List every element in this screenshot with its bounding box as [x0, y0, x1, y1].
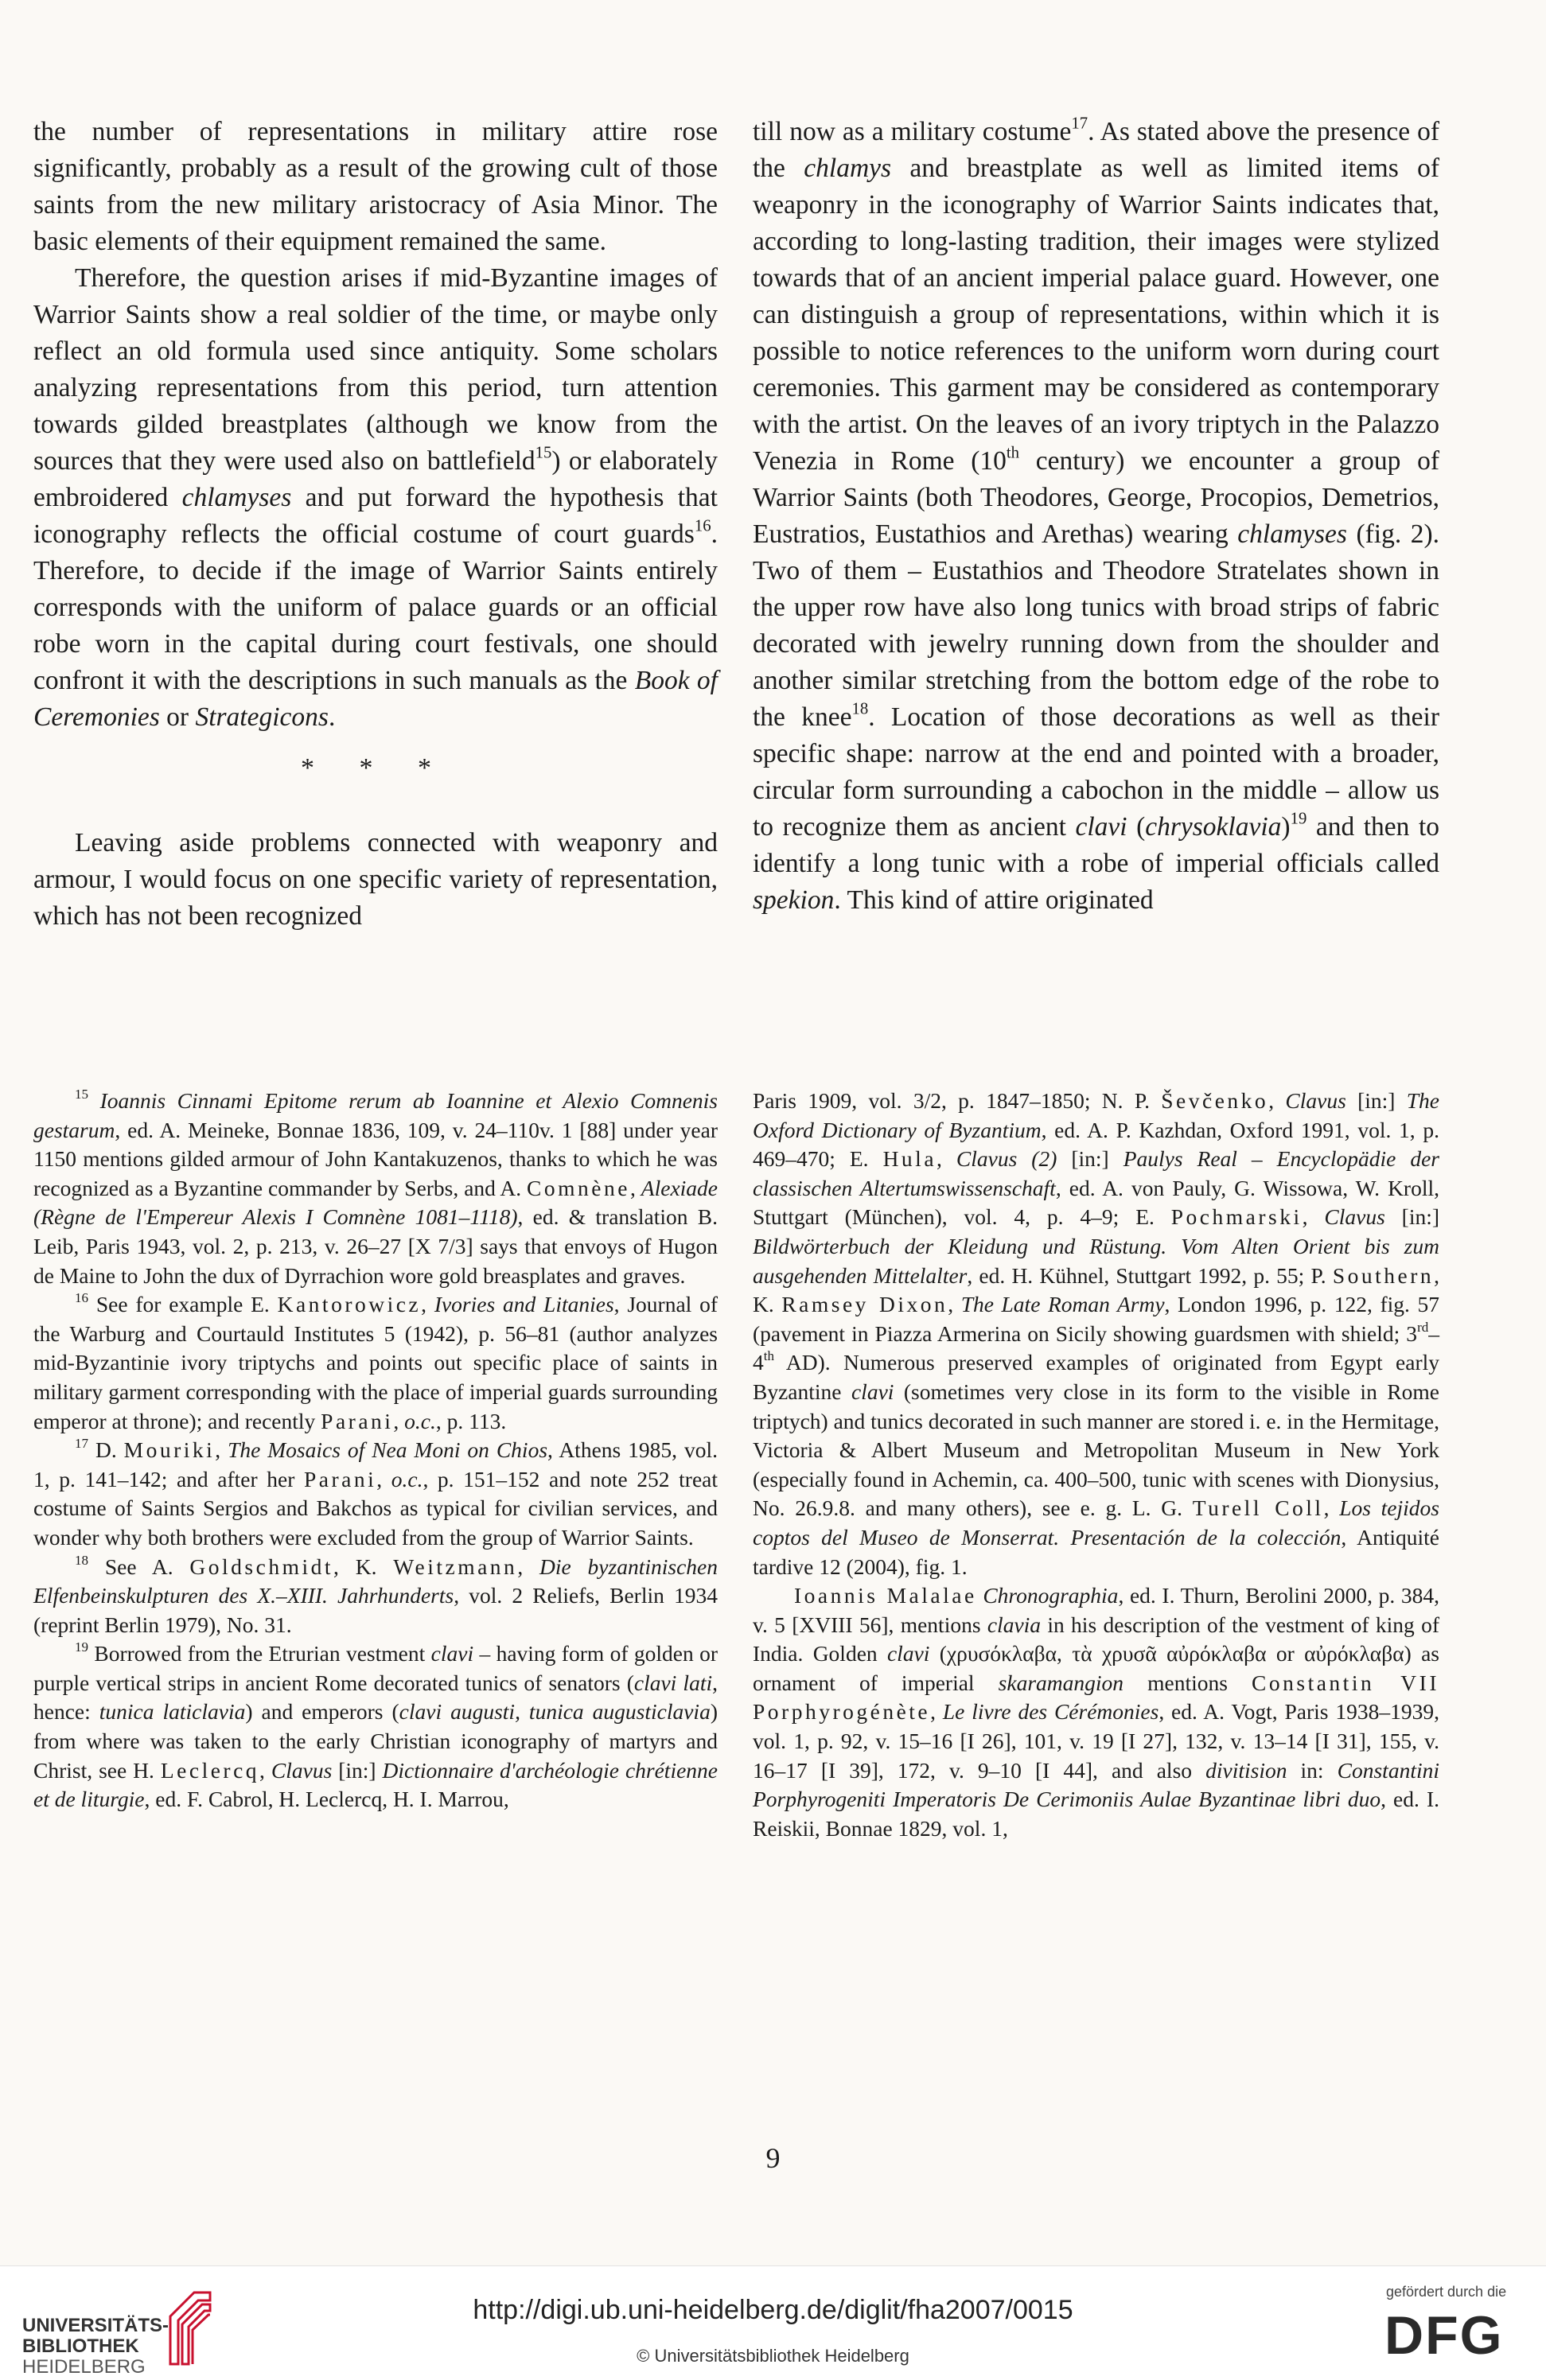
text-run: spekion: [753, 885, 835, 915]
text-run: ,: [629, 1175, 641, 1200]
footer-copyright: © Universitätsbibliothek Heidelberg: [637, 2346, 909, 2366]
note-reference: 15: [75, 1087, 89, 1102]
text-run: Bildwörterbuch der Kleidung und Rüstung. Vom Alten Orient bis zum ausgehenden Mittelalter: [753, 1233, 1439, 1288]
text-run: Los tejidos coptos del Museo de Monserrat. Presentación de la colección: [753, 1495, 1439, 1550]
text-run: Clavus: [271, 1757, 333, 1783]
text-run: ,: [215, 1437, 228, 1463]
text-run: Parani: [303, 1466, 377, 1491]
text-run: Hula: [882, 1146, 937, 1172]
note-reference: 19: [1290, 809, 1307, 828]
text-run: , ed. F. Cabrol, H. Leclercq, H. I. Marrou,: [144, 1787, 509, 1812]
text-run: the number of representations in military attire rose significantly, probably as a result of the growing cult of those saints from the new military aristocracy of Asia Minor. The basic elements of their equipment remained the same.: [33, 117, 718, 256]
text-run: ) and emperors (: [245, 1699, 399, 1725]
text-run: clavi: [886, 1641, 930, 1666]
text-run: chlamyses: [1237, 519, 1347, 549]
note-reference: 18: [851, 699, 869, 718]
text-run: , hence:: [33, 1670, 718, 1725]
footnote: [753, 1581, 1439, 1843]
text-run: . Location of those decorations as well as their specific shape: narrow at the end and pointed with a broader, circular form surrounding a cabochon in the middle – allow us to recognize them as ancient: [753, 702, 1439, 842]
text-run: Ramsey Dixon: [781, 1292, 948, 1317]
text-run: Clavus: [1324, 1204, 1385, 1230]
text-run: Paulys Real – Encyclopädie der classischen Altertumswissenschaft: [753, 1146, 1439, 1200]
text-run: Southern: [1332, 1262, 1435, 1288]
text-run: chlamyses: [181, 483, 292, 512]
text-run: chlamys: [804, 154, 892, 183]
text-run: Book of Ceremonies: [33, 666, 718, 732]
page-number: 9: [765, 2142, 781, 2174]
text-run: Parani: [321, 1408, 394, 1433]
text-run: Constantin VII Porphyrogénète: [753, 1670, 1439, 1725]
text-run: clavi lati: [633, 1670, 713, 1695]
footnote: [33, 1553, 718, 1640]
note-reference: rd: [1417, 1319, 1429, 1335]
text-run: divitision: [1205, 1757, 1287, 1783]
footnote: [33, 1436, 718, 1552]
text-run: ,: [1323, 1495, 1340, 1521]
text-run: Die byzantinischen Elfenbeinskulpturen des X.–XIII. Jahrhunderts: [33, 1554, 718, 1608]
text-run: , ed. H. Kühnel, Stuttgart 1992, p. 55; P.: [967, 1262, 1333, 1288]
text-run: Paris 1909, vol. 3/2, p. 1847–1850; N. P.: [753, 1088, 1162, 1113]
text-run: Constantini Porphyrogeniti Imperatoris De Cerimoniis Aulae Byzantinae libri duo: [753, 1757, 1439, 1812]
footnote: [33, 1639, 718, 1814]
text-run: chrysoklavia: [1145, 812, 1282, 842]
text-run: ,: [1268, 1088, 1286, 1113]
text-run: [in:]: [1345, 1088, 1407, 1113]
text-run: [in:]: [332, 1757, 383, 1783]
footnotes-column-left: [33, 1087, 718, 1814]
body-column-right: [753, 114, 1439, 919]
note-reference: 16: [75, 1290, 89, 1306]
text-run: in his description of the vestment of king of India. Golden: [753, 1612, 1439, 1666]
text-run: [88, 1088, 100, 1113]
note-reference: 15: [535, 443, 552, 462]
text-run: ,: [376, 1466, 391, 1491]
text-run: till now as a military costume: [753, 117, 1072, 146]
footer-bar: [0, 2265, 1546, 2380]
text-run: mentions: [1123, 1670, 1252, 1695]
text-run: Borrowed from the Etrurian vestment: [88, 1641, 431, 1666]
text-run: and then to identify a long tunic with a robe of imperial officials called: [753, 812, 1440, 878]
text-run: ,: [1302, 1204, 1325, 1230]
text-run: , vol. 2 Reliefs, Berlin 1934 (reprint Berlin 1979), No. 31.: [33, 1583, 718, 1637]
text-run: [in:]: [1057, 1146, 1123, 1172]
text-run: . Therefore, to decide if the image of Warrior Saints entirely corresponds with the uniform of palace guards or an official robe worn in the capital during court festivals, one should confront it with the descriptions in such manuals as the: [33, 519, 718, 695]
text-run: (: [1127, 812, 1146, 842]
text-run: clavi: [430, 1641, 474, 1666]
text-run: . As stated above the presence of the: [753, 117, 1439, 183]
dfg-caption: gefördert durch die: [1386, 2284, 1507, 2300]
text-run: Leclercq: [160, 1757, 260, 1783]
text-run: ,: [930, 1699, 943, 1725]
text-run: Clavus: [1285, 1088, 1346, 1113]
note-reference: 19: [75, 1639, 89, 1655]
paragraph: [753, 114, 1439, 919]
univ-name-line3: HEIDELBERG: [22, 2356, 146, 2378]
text-run: The Oxford Dictionary of Byzantium: [753, 1088, 1439, 1142]
text-run: Le livre des Cérémonies: [942, 1699, 1159, 1725]
dfg-logo[interactable]: DFG: [1384, 2305, 1504, 2366]
text-run: See A.: [88, 1554, 190, 1579]
text-run: and breastplate as well as limited items of weaponry in the iconography of Warrior Saints indicates that, according to long-lasting tradition, their images were stylized towards that of an ancient imperial palace guard. However, one can distinguish a group of representations, within which it is possible to notice references to the uniform worn during court ceremonies. This garment may be considered as contemporary with the artist. On the leaves of an ivory triptych in the Palazzo Venezia in Rome (10: [753, 154, 1439, 476]
text-run: , Athens 1985, vol. 1, p. 141–142; and after her: [33, 1437, 718, 1491]
text-run: –4: [753, 1320, 1439, 1375]
text-run: Kantorowicz: [277, 1292, 422, 1317]
text-run: ) from where was taken to the early Christian iconography of martyrs and Christ, see H.: [33, 1699, 718, 1783]
text-run: o.c.: [404, 1408, 436, 1433]
text-run: , ed. I. Thurn, Berolini 2000, p. 384, v. 5 [XVIII 56], mentions: [753, 1583, 1440, 1637]
paragraph: [33, 260, 718, 736]
body-column-left: [33, 114, 718, 935]
text-run: clavi: [1075, 812, 1127, 842]
text-run: Therefore, the question arises if mid-Byzantine images of Warrior Saints show a real soldier of the time, or maybe only reflect an old formula used since antiquity. Some scholars analyzing representations from this period, turn attention towards gilded breastplates (although we know from the sources that they were used also on battlefield: [33, 263, 718, 476]
text-run: Comnène: [527, 1175, 630, 1200]
text-run: (sometimes very close in its form to the visible in Rome triptych) and tunics decorated in such manner are stored i. e. in the Hermitage, Victoria & Albert Museum and Metropolitan Museum in New York (especially found in Achemin, ca. 400–500, tunic with scenes with Dionysius, No. 26.9.8. and many others), see e. g. L. G.: [753, 1379, 1439, 1521]
text-run: in:: [1287, 1757, 1338, 1783]
text-run: , ed. A. Meineke, Bonnae 1836, 109, v. 24–110v. 1 [88] under year 1150 mentions gilded armour of John Kantakuzenos, thanks to which he was recognized as a Byzantine commander by Serbs, and A.: [33, 1117, 718, 1200]
text-run: Clavus (2): [956, 1146, 1057, 1172]
text-run: , ed. A. P. Kazhdan, Oxford 1991, vol. 1, p. 469–470; E.: [753, 1117, 1439, 1172]
note-reference: 17: [75, 1436, 89, 1452]
footnotes-column-right: [753, 1087, 1439, 1843]
section-divider: [33, 750, 718, 787]
text-run: , ed. & translation B. Leib, Paris 1943, vol. 2, p. 213, v. 26–27 [X 7/3] says that envoys of Hugon de Maine to John the dux of Dyrrachion wore gold breasplates and graves.: [33, 1204, 718, 1288]
text-run: ,: [948, 1292, 961, 1317]
text-run: ) or elaborately embroidered: [33, 446, 718, 512]
text-run: See for example E.: [88, 1292, 278, 1317]
text-run: Turell Coll: [1192, 1495, 1324, 1521]
text-run: ,: [421, 1292, 434, 1317]
text-run: , ed. A. Vogt, Paris 1938–1939, vol. 1, p. 92, v. 15–16 [I 26], 101, v. 19 [I 27], 132, v. 13–14 [I 31], 155, v. 16–17 [I 39], 172, v. 9–10 [I 44], and also: [753, 1699, 1439, 1783]
text-run: clavia: [987, 1612, 1042, 1637]
text-run: , p. 151–152 and note 252 treat costume of Saints Sergios and Bakchos as typical for civilian services, and wonder why both brothers were excluded from the group of Warrior Saints.: [33, 1466, 718, 1550]
text-run: century) we encounter a group of Warrior Saints (both Theodores, George, Procopios, Demetrios, Eustratios, Eustathios and Arethas) wearing: [753, 446, 1439, 549]
text-run: Leaving aside problems connected with weaponry and armour, I would focus on one specific variety of representation, which has not been recognized: [33, 828, 718, 931]
text-run: The Mosaics of Nea Moni on Chios: [228, 1437, 548, 1463]
text-run: – having form of golden or purple vertical strips in ancient Rome decorated tunics of senators (: [33, 1641, 718, 1695]
text-run: Chronographia: [983, 1583, 1119, 1608]
text-run: , K.: [753, 1262, 1439, 1317]
text-run: .: [328, 702, 336, 732]
text-run: tunica laticlavia: [99, 1699, 246, 1725]
footer-url-link[interactable]: http://digi.ub.uni-heidelberg.de/diglit/fha2007/0015: [473, 2295, 1073, 2325]
text-run: (χρυσόκλαβα, τὰ χρυσᾶ αὐρόκλαβα or αὐρόκλαβα) as ornament of imperial: [753, 1641, 1439, 1695]
text-run: Dictionnaire d'archéologie chrétienne et de liturgie: [33, 1757, 718, 1812]
text-run: Ioannis Malalae: [794, 1583, 977, 1608]
text-run: Goldschmidt: [189, 1554, 334, 1579]
note-reference: 16: [694, 516, 711, 535]
univ-name-line1: UNIVERSITÄTS-: [22, 2315, 169, 2336]
note-reference: th: [763, 1348, 774, 1364]
text-run: or: [159, 702, 196, 732]
text-run: o.c.: [391, 1466, 423, 1491]
text-run: , Antiquité tardive 12 (2004), fig. 1.: [753, 1524, 1439, 1579]
note-reference: 17: [1071, 114, 1088, 133]
text-run: D.: [88, 1437, 124, 1463]
text-run: ): [1281, 812, 1291, 842]
text-run: [in:]: [1384, 1204, 1440, 1230]
text-run: (fig. 2). Two of them – Eustathios and Theodore Stratelates shown in the upper row have also long tunics with broad strips of fabric decorated with jewelry running down from the shoulder and another similar stretching from the bottom edge of the robe to the knee: [753, 519, 1440, 732]
text-run: clavi augusti, tunica augusticlavia: [399, 1699, 711, 1725]
note-reference: 18: [75, 1552, 89, 1568]
text-run: Ševčenko: [1161, 1088, 1269, 1113]
univ-name-line2: BIBLIOTHEK: [22, 2335, 139, 2357]
text-run: skaramangion: [998, 1670, 1124, 1695]
text-run: . This kind of attire originated: [834, 885, 1154, 915]
text-run: , K.: [333, 1554, 394, 1579]
text-run: Alexiade (Règne de l'Empereur Alexis I Comnène 1081–1118): [33, 1175, 718, 1230]
text-run: , ed. A. von Pauly, G. Wissowa, W. Kroll, Stuttgart (München), vol. 4, p. 4–9; E.: [753, 1175, 1439, 1230]
text-run: ,: [937, 1146, 956, 1172]
paragraph: [33, 114, 718, 260]
text-run: Pochmarski: [1170, 1204, 1303, 1230]
text-run: clavi: [851, 1379, 894, 1404]
footnote: [753, 1087, 1439, 1581]
text-run: Strategicons: [195, 702, 329, 732]
text-run: ,: [259, 1757, 271, 1783]
text-run: ,: [517, 1554, 540, 1579]
text-run: Mouriki: [123, 1437, 216, 1463]
text-run: and put forward the hypothesis that iconography reflects the official costume of court guards: [33, 483, 718, 549]
footnote: [33, 1290, 718, 1436]
text-run: Weitzmann: [393, 1554, 518, 1579]
paragraph: [33, 825, 718, 935]
note-reference: th: [1006, 443, 1020, 462]
text-run: * * *: [301, 753, 450, 783]
text-run: Ioannis Cinnami Epitome rerum ab Ioannine et Alexio Comnenis gestarum: [33, 1088, 718, 1142]
text-run: AD). Numerous preserved examples of originated from Egypt early Byzantine: [753, 1350, 1439, 1404]
text-run: The Late Roman Army: [960, 1292, 1165, 1317]
text-run: ,: [393, 1408, 405, 1433]
text-run: , p. 113.: [435, 1408, 507, 1433]
text-run: , Journal of the Warburg and Courtauld Institutes 5 (1942), p. 56–81 (author analyzes mid-Byzantinie ivory triptychs and points out specific place of saints in military garment corresponding with the place of imperial guards surrounding emperor at throne); and recently: [33, 1292, 718, 1433]
text-run: Ivories and Litanies: [434, 1292, 614, 1317]
text-run: , London 1996, p. 122, fig. 57 (pavement in Piazza Armerina on Sicily showing guardsmen with shield; 3: [753, 1292, 1439, 1346]
footnote: [33, 1087, 718, 1290]
text-run: , ed. I. Reiskii, Bonnae 1829, vol. 1,: [753, 1787, 1439, 1841]
